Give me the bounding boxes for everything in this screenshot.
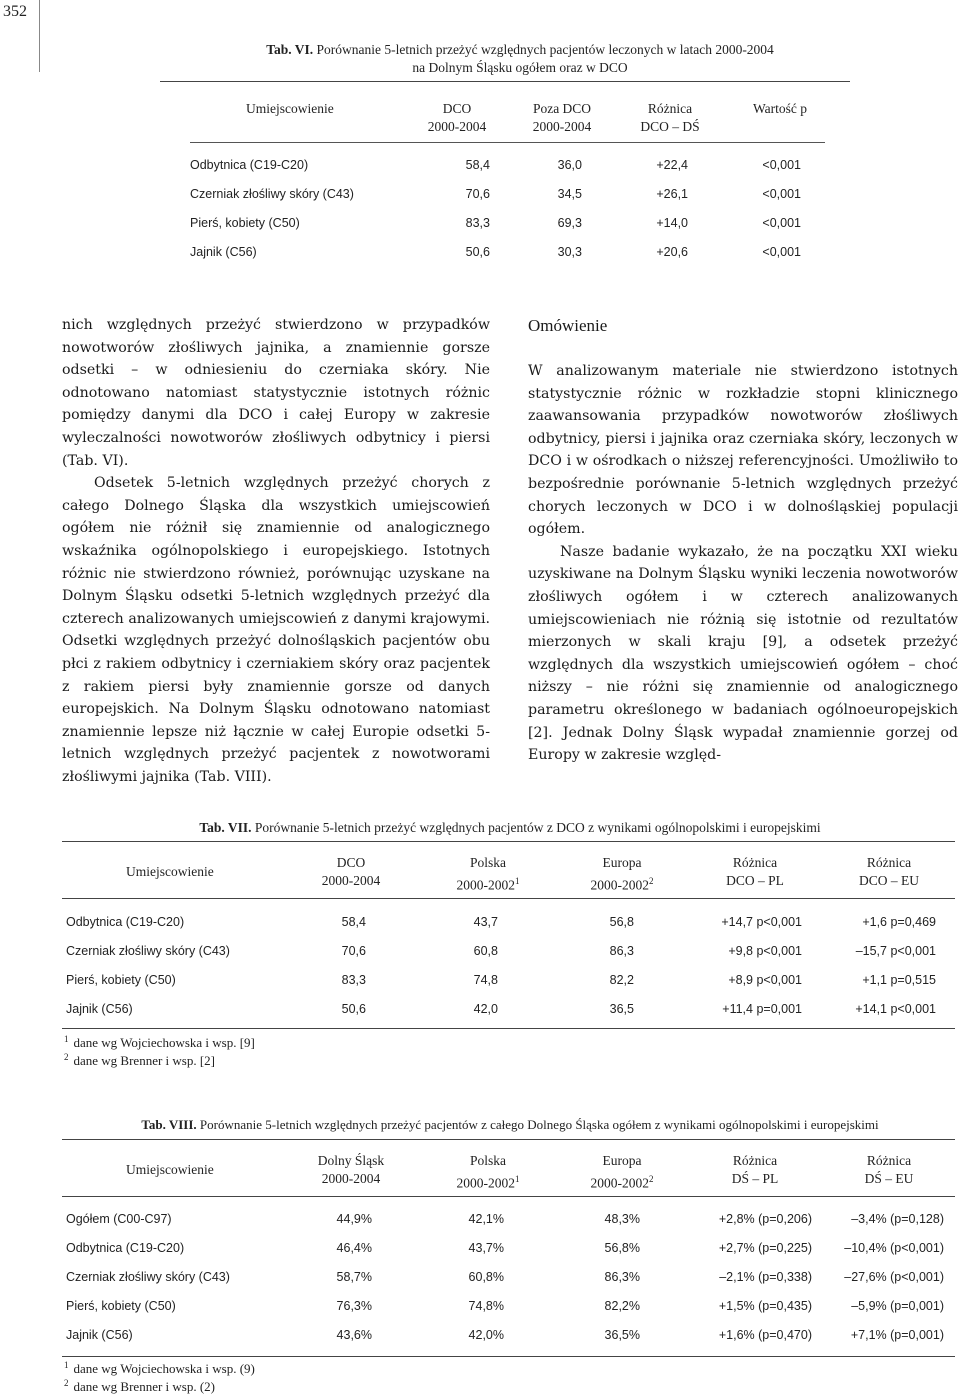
cell-site: Pierś, kobiety (C50) xyxy=(66,1299,176,1313)
tab6-title-line1: Porównanie 5-letnich przeżyć względnych pacjentów leczonych w latach 2000-2004 xyxy=(313,42,774,57)
cell-eu: 48,3% xyxy=(604,1212,640,1226)
tab7-top-rule xyxy=(62,841,955,842)
tab6-header-dco xyxy=(412,100,502,136)
tab7-header-diffpl-l2: DCO – PL xyxy=(726,873,784,888)
footnote xyxy=(64,1360,255,1378)
cell-diff-eu: –10,4% (p<0,001) xyxy=(844,1241,944,1255)
cell-diff-pl: +2,8% (p=0,206) xyxy=(718,1212,812,1226)
table-row xyxy=(62,1269,955,1298)
left-column xyxy=(62,314,490,788)
tab8-header-ds-l2: 2000-2004 xyxy=(321,1171,381,1186)
cell-pl: 42,1% xyxy=(468,1212,504,1226)
cell-eu: 82,2% xyxy=(604,1299,640,1313)
tab8-header-diffeu-l2: DŚ – EU xyxy=(864,1171,914,1186)
footnote-mark: 2 xyxy=(64,1378,69,1388)
table-row xyxy=(62,1298,955,1327)
right-column xyxy=(528,314,958,767)
cell-pl: 74,8% xyxy=(468,1299,504,1313)
tab7-header-pl-l2 xyxy=(433,872,543,895)
cell-diff-pl: +8,9 p<0,001 xyxy=(728,973,802,987)
cell-diff-eu: +7,1% (p=0,001) xyxy=(850,1328,944,1342)
cell-diff-pl: +1,5% (p=0,435) xyxy=(718,1299,812,1313)
cell-eu: 36,5 xyxy=(609,1002,634,1016)
footnote-text: dane wg Wojciechowska i wsp. (9) xyxy=(73,1361,255,1376)
footnote-text: dane wg Brenner i wsp. [2] xyxy=(73,1053,216,1068)
tab8-title xyxy=(62,1116,958,1134)
tab8-header-diff-eu xyxy=(834,1152,944,1188)
table-row xyxy=(190,215,830,244)
tab8-header-rule xyxy=(62,1196,955,1197)
tab6-header-poza-l1: Poza DCO xyxy=(532,101,592,116)
cell-ds: 44,9% xyxy=(336,1212,372,1226)
tab7-header-pl-l1: Polska xyxy=(469,855,506,870)
right-paragraph-1: W analizowanym materiale nie stwierdzono istotnych statystycznie różnic w rozkładzie stopni klinicznego zaawansowania przypadków nowotworów złośliwych odbytnicy, piersi i jajnika oraz czerniaka skóry, leczonych w DCO i w ośrodkach o niższej referencyjności. Umożliwiło to bezpośrednie porównanie 5-letnich względnych przeżyć chorych leczonych w DCO i w dolnośląskiej populacji ogółem. xyxy=(528,363,958,538)
tab7-footnotes xyxy=(64,1034,255,1070)
cell-eu: 86,3% xyxy=(604,1270,640,1284)
tab7-header-diffpl-l1: Różnica xyxy=(732,855,778,870)
cell-pl: 60,8% xyxy=(468,1270,504,1284)
tab7-header-diff-eu xyxy=(834,854,944,890)
cell-site: Pierś, kobiety (C50) xyxy=(66,973,176,987)
cell-eu: 86,3 xyxy=(609,944,634,958)
tab7-header-dco xyxy=(296,854,406,890)
cell-dco: 50,6 xyxy=(341,1002,366,1016)
footnote-mark: 2 xyxy=(64,1052,69,1062)
cell-diff-eu: –27,6% (p<0,001) xyxy=(844,1270,944,1284)
cell-dco: 70,6 xyxy=(341,944,366,958)
footnote-text: dane wg Wojciechowska i wsp. [9] xyxy=(73,1035,255,1050)
cell-poza: 36,0 xyxy=(557,158,582,172)
tab7-header-diffeu-l2: DCO – EU xyxy=(859,873,919,888)
cell-diff-eu: +14,1 p<0,001 xyxy=(855,1002,936,1016)
tab7-header-eu xyxy=(567,854,677,895)
cell-diff: +14,0 xyxy=(656,216,688,230)
cell-site: Odbytnica (C19-C20) xyxy=(66,915,185,929)
cell-pl: 42,0% xyxy=(468,1328,504,1342)
cell-eu: 56,8% xyxy=(604,1241,640,1255)
cell-ds: 46,4% xyxy=(336,1241,372,1255)
table-row xyxy=(62,914,955,943)
cell-site: Jajnik (C56) xyxy=(66,1002,133,1016)
footnote-mark: 2 xyxy=(649,1174,654,1184)
table-row xyxy=(62,1001,955,1030)
cell-site: Czerniak złośliwy skóry (C43) xyxy=(66,1270,230,1284)
table-row xyxy=(62,972,955,1001)
tab8-header-diff-pl xyxy=(700,1152,810,1188)
cell-dco: 58,4 xyxy=(341,915,366,929)
tab8-header-eu-l1: Europa xyxy=(602,1153,642,1168)
cell-ds: 43,6% xyxy=(336,1328,372,1342)
right-paragraph-2: Nasze badanie wykazało, że na początku XXI wieku uzyskiwane na Dolnym Śląsku wyniki leczenia nowotworów złośliwych ogółem i w czterech analizowanych umiejscowieniach nie różnią się istotnie od rezultatów mierzonych w skali kraju [9], a odsetek przeżyć względnych dla wszystkich umiejscowień ogółem – choć niższy – nie różni się znamiennie od analogicznego parametru określonego w badaniach ogólnoeuropejskich [2]. Jednak Dolny Śląsk wypadał znamiennie gorzej od Europy w zakresie względ- xyxy=(528,543,958,764)
cell-pl: 42,0 xyxy=(473,1002,498,1016)
cell-site: Jajnik (C56) xyxy=(190,245,257,259)
cell-dco: 70,6 xyxy=(465,187,490,201)
cell-pl: 43,7 xyxy=(473,915,498,929)
tab7-header-rule xyxy=(62,898,955,899)
cell-site: Jajnik (C56) xyxy=(66,1328,133,1342)
tab8-header-ds-l1: Dolny Śląsk xyxy=(317,1153,385,1168)
tab7-header-pl-years: 2000-2002 xyxy=(456,877,515,893)
table-row xyxy=(190,186,830,215)
tab8-header-pl-l2 xyxy=(433,1170,543,1193)
cell-diff-pl: +11,4 p=0,001 xyxy=(722,1002,802,1016)
cell-diff-pl: +9,8 p<0,001 xyxy=(728,944,802,958)
tab6-header-p: Wartość p xyxy=(752,101,808,116)
tab8-header-pl xyxy=(433,1152,543,1193)
tab8-header-site: Umiejscowienie xyxy=(126,1162,214,1177)
cell-poza: 30,3 xyxy=(557,245,582,259)
footnote-text: dane wg Brenner i wsp. (2) xyxy=(73,1379,216,1394)
page-number: 352 xyxy=(3,3,27,20)
tab6-header-dco-l2: 2000-2004 xyxy=(427,119,487,134)
tab8-header-pl-l1: Polska xyxy=(469,1153,506,1168)
cell-site: Odbytnica (C19-C20) xyxy=(66,1241,185,1255)
cell-diff: +20,6 xyxy=(656,245,688,259)
tab8-footnotes xyxy=(64,1360,255,1396)
tab6-title xyxy=(160,41,880,77)
cell-diff-eu: –3,4% (p=0,128) xyxy=(851,1212,944,1226)
cell-pl: 60,8 xyxy=(473,944,498,958)
tab8-header-eu-years: 2000-2002 xyxy=(590,1175,649,1191)
cell-p: <0,001 xyxy=(762,216,801,230)
footnote-mark: 1 xyxy=(64,1034,69,1044)
tab6-header-diff-l1: Różnica xyxy=(647,101,693,116)
tab8-title-label: Tab. VIII. xyxy=(141,1117,197,1132)
tab7-header-pl xyxy=(433,854,543,895)
tab6-header-dco-l1: DCO xyxy=(442,101,472,116)
cell-dco: 83,3 xyxy=(465,216,490,230)
tab8-header-pl-years: 2000-2002 xyxy=(456,1175,515,1191)
left-paragraph-2: Odsetek 5-letnich względnych przeżyć chorych z całego Dolnego Śląska dla wszystkich umiejscowień ogółem nie różnił się znamiennie od analogicznego wskaźnika ogólnopolskiego i europejskiego. Istotnych różnic nie stwierdzono również, porównując uzyskane na Dolnym Śląsku odsetki 5-letnich względnych przeżyć dla czterech analizowanych umiejscowień z danymi krajowymi. Odsetki względnych przeżyć dolnośląskich pacjentów obu płci z rakiem odbytnicy i czerniakiem skóry oraz pacjentek z rakiem piersi były znamiennie gorsze od danych europejskich. Na Dolnym Śląsku odnotowano natomiast znamiennie lepsze niż łącznie w całej Europie odsetki 5-letnich względnych przeżyć pacjentek z nowotworami złośliwymi jajnika (Tab. VIII). xyxy=(62,475,490,785)
cell-p: <0,001 xyxy=(762,187,801,201)
margin-rule xyxy=(39,0,40,72)
cell-site: Odbytnica (C19-C20) xyxy=(190,158,309,172)
tab7-title-label: Tab. VII. xyxy=(199,820,252,835)
tab7-body xyxy=(62,914,955,1030)
tab7-header-dco-l1: DCO xyxy=(336,855,366,870)
footnote-mark: 2 xyxy=(649,876,654,886)
cell-eu: 36,5% xyxy=(604,1328,640,1342)
footnote-mark: 1 xyxy=(515,1174,520,1184)
footnote-mark: 1 xyxy=(515,876,520,886)
tab7-header-eu-l2 xyxy=(567,872,677,895)
footnote-mark: 1 xyxy=(64,1360,69,1370)
cell-diff-eu: –15,7 p<0,001 xyxy=(855,944,936,958)
table-row xyxy=(190,244,830,273)
table-row xyxy=(62,1240,955,1269)
tab8-title-text: Porównanie 5-letnich względnych przeżyć pacjentów z całego Dolnego Śląska ogółem z wynikami ogólnopolskimi i europejskimi xyxy=(196,1117,879,1132)
cell-site: Czerniak złośliwy skóry (C43) xyxy=(66,944,230,958)
cell-site: Ogółem (C00-C97) xyxy=(66,1212,172,1226)
cell-poza: 34,5 xyxy=(557,187,582,201)
tab7-title xyxy=(62,819,958,837)
tab6-header-site: Umiejscowienie xyxy=(246,101,334,116)
footnote xyxy=(64,1034,255,1052)
tab6-title-label: Tab. VI. xyxy=(266,42,314,57)
cell-dco: 83,3 xyxy=(341,973,366,987)
tab8-header-eu-l2 xyxy=(567,1170,677,1193)
cell-diff-pl: +14,7 p<0,001 xyxy=(721,915,802,929)
cell-diff-eu: –5,9% (p=0,001) xyxy=(851,1299,944,1313)
tab6-header-poza-l2: 2000-2004 xyxy=(532,119,592,134)
cell-dco: 58,4 xyxy=(465,158,490,172)
cell-ds: 76,3% xyxy=(336,1299,372,1313)
tab6-top-rule xyxy=(160,81,850,82)
tab8-header-eu xyxy=(567,1152,677,1193)
tab6-header-diff xyxy=(625,100,715,136)
table-row xyxy=(190,157,830,186)
tab7-header-dco-l2: 2000-2004 xyxy=(321,873,381,888)
tab6-title-line2: na Dolnym Śląsku ogółem oraz w DCO xyxy=(412,60,628,75)
section-heading: Omówienie xyxy=(528,316,608,335)
tab6-header-rule xyxy=(190,142,825,143)
cell-pl: 74,8 xyxy=(473,973,498,987)
tab8-header-ds xyxy=(296,1152,406,1188)
cell-ds: 58,7% xyxy=(336,1270,372,1284)
cell-diff: +22,4 xyxy=(656,158,688,172)
tab7-bottom-rule xyxy=(62,1028,955,1029)
cell-diff-pl: +1,6% (p=0,470) xyxy=(718,1328,812,1342)
tab8-header-diffpl-l2: DŚ – PL xyxy=(731,1171,779,1186)
left-paragraph-1: nich względnych przeżyć stwierdzono w przypadków nowotworów złośliwych jajnika, a znamiennie gorsze odsetki – w odniesieniu do czerniaka skóry. Nie odnotowano natomiast statystycznie istotnych różnic pomiędzy danymi dla DCO i całej Europy w zakresie wyleczalności nowotworów złośliwych odbytnicy i piersi (Tab. VI). xyxy=(62,317,490,469)
cell-site: Czerniak złośliwy skóry (C43) xyxy=(190,187,354,201)
tab7-header-site: Umiejscowienie xyxy=(126,864,214,879)
cell-pl: 43,7% xyxy=(468,1241,504,1255)
tab8-top-rule xyxy=(62,1139,955,1140)
tab7-header-diff-pl xyxy=(700,854,810,890)
tab7-title-text: Porównanie 5-letnich przeżyć względnych pacjentów z DCO z wynikami ogólnopolskimi i europejskimi xyxy=(251,820,821,835)
tab8-header-diffpl-l1: Różnica xyxy=(732,1153,778,1168)
cell-diff: +26,1 xyxy=(656,187,688,201)
cell-diff-pl: +2,7% (p=0,225) xyxy=(718,1241,812,1255)
tab6-body xyxy=(190,157,830,273)
tab7-header-eu-years: 2000-2002 xyxy=(590,877,649,893)
table-row xyxy=(62,1327,955,1356)
tab8-header-diffeu-l1: Różnica xyxy=(866,1153,912,1168)
tab6-header-poza-dco xyxy=(517,100,607,136)
table-row xyxy=(62,1211,955,1240)
cell-eu: 56,8 xyxy=(609,915,634,929)
footnote xyxy=(64,1052,255,1070)
cell-diff-pl: –2,1% (p=0,338) xyxy=(719,1270,812,1284)
cell-p: <0,001 xyxy=(762,158,801,172)
tab8-body xyxy=(62,1211,955,1356)
tab7-header-eu-l1: Europa xyxy=(602,855,642,870)
tab8-bottom-rule xyxy=(62,1356,955,1357)
table-row xyxy=(62,943,955,972)
tab7-header-diffeu-l1: Różnica xyxy=(866,855,912,870)
cell-p: <0,001 xyxy=(762,245,801,259)
cell-site: Pierś, kobiety (C50) xyxy=(190,216,300,230)
cell-diff-eu: +1,6 p=0,469 xyxy=(862,915,936,929)
cell-eu: 82,2 xyxy=(609,973,634,987)
cell-diff-eu: +1,1 p=0,515 xyxy=(862,973,936,987)
footnote xyxy=(64,1378,255,1396)
cell-poza: 69,3 xyxy=(557,216,582,230)
tab6-header-diff-l2: DCO – DŚ xyxy=(640,119,700,134)
cell-dco: 50,6 xyxy=(465,245,490,259)
